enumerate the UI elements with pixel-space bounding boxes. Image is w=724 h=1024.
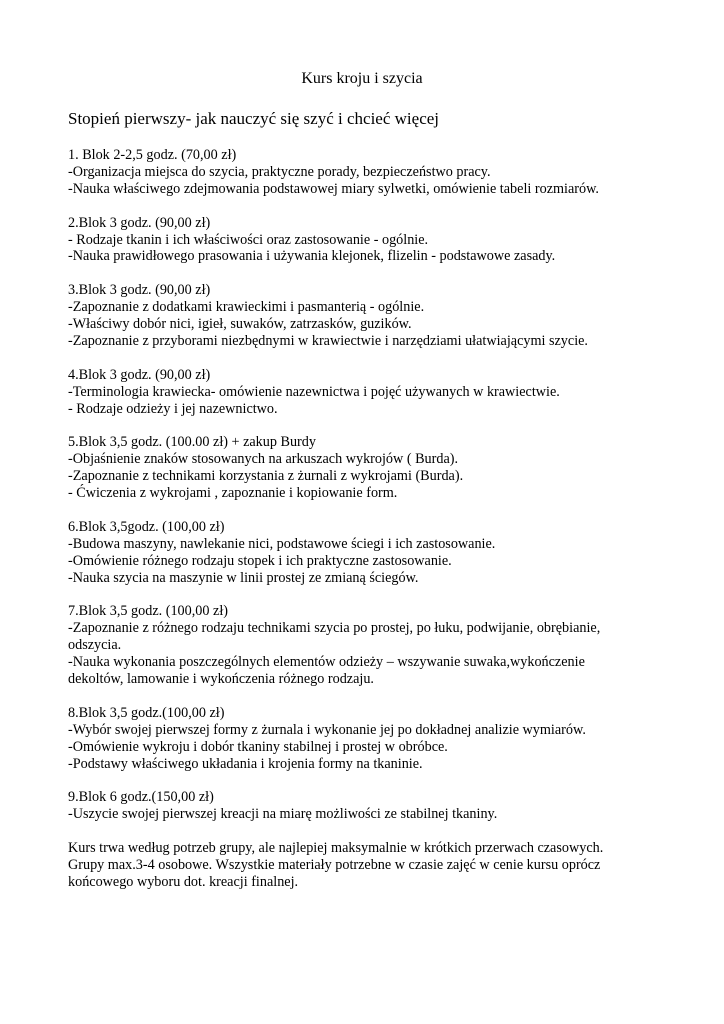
block-line: -Wybór swojej pierwszej formy z żurnala i wykonanie jej po dokładnej analizie wymiarów. (68, 721, 586, 738)
block-line: -Nauka wykonania poszczególnych elementów odzieży – wszywanie suwaka,wykończenie (68, 654, 585, 671)
block-line: -Podstawy właściwego układania i krojenia formy na tkaninie. (68, 755, 423, 772)
block-line: - Rodzaje odzieży i jej nazewnictwo. (68, 400, 278, 417)
block-line: -Omówienie wykroju i dobór tkaniny stabilnej i prostej w obróbce. (68, 738, 448, 755)
block-heading: 5.Blok 3,5 godz. (100.00 zł) + zakup Burdy (68, 434, 316, 451)
block-line: -Zapoznanie z technikami korzystania z żurnali z wykrojami (Burda). (68, 468, 464, 485)
block-heading: 2.Blok 3 godz. (90,00 zł) (68, 214, 211, 231)
block-heading: 6.Blok 3,5godz. (100,00 zł) (68, 518, 225, 535)
block-heading: 9.Blok 6 godz.(150,00 zł) (68, 789, 214, 806)
footer-line: Kurs trwa według potrzeb grupy, ale najlepiej maksymalnie w krótkich przerwach czasowych. (68, 840, 604, 857)
document-subtitle: Stopień pierwszy- jak nauczyć się szyć i chcieć więcej (68, 109, 440, 128)
block-line: -Nauka prawidłowego prasowania i używania klejonek, flizelin - podstawowe zasady. (68, 248, 556, 265)
block-heading: 3.Blok 3 godz. (90,00 zł) (68, 282, 211, 299)
block-line: -Zapoznanie z różnego rodzaju technikami szycia po prostej, po łuku, podwijanie, obrębianie, (68, 620, 601, 637)
block-line: -Terminologia krawiecka- omówienie nazewnictwa i pojęć używanych w krawiectwie. (68, 383, 560, 400)
course-block-4 (68, 367, 638, 418)
block-line: -Nauka właściwego zdejmowania podstawowej miary sylwetki, omówienie tabeli rozmiarów. (68, 180, 599, 197)
block-line: odszycia. (68, 637, 122, 654)
footer-line: Grupy max.3-4 osobowe. Wszystkie materiały potrzebne w czasie zajęć w cenie kursu oprócz (68, 856, 601, 873)
block-line: -Nauka szycia na maszynie w linii prostej ze zmianą ściegów. (68, 569, 419, 586)
block-line: -Objaśnienie znaków stosowanych na arkuszach wykrojów ( Burda). (68, 451, 459, 468)
course-block-8 (68, 705, 638, 773)
block-line: dekoltów, lamowanie i wykończenia różnego rodzaju. (68, 671, 374, 687)
block-heading: 7.Blok 3,5 godz. (100,00 zł) (68, 603, 228, 620)
block-heading: 4.Blok 3 godz. (90,00 zł) (68, 366, 211, 383)
block-line: - Rodzaje tkanin i ich właściwości oraz zastosowanie - ogólnie. (68, 231, 429, 248)
block-heading: 8.Blok 3,5 godz.(100,00 zł) (68, 704, 225, 721)
block-line: -Budowa maszyny, nawlekanie nici, podstawowe ściegi i ich zastosowanie. (68, 535, 496, 552)
course-block-9 (68, 789, 638, 823)
block-line: -Właściwy dobór nici, igieł, suwaków, zatrzasków, guzików. (68, 316, 412, 333)
course-block-6 (68, 519, 638, 587)
block-line: -Omówienie różnego rodzaju stopek i ich praktyczne zastosowanie. (68, 552, 452, 569)
course-footer-note (68, 840, 638, 891)
footer-line: końcowego wyboru dot. kreacji finalnej. (68, 873, 299, 890)
course-block-7 (68, 603, 638, 688)
course-content (68, 147, 638, 891)
block-line: -Uszycie swojej pierwszej kreacji na miarę możliwości ze stabilnej tkaniny. (68, 806, 498, 823)
block-line: -Zapoznanie z przyborami niezbędnymi w krawiectwie i narzędziami ułatwiającymi szycie. (68, 332, 588, 349)
block-line: - Ćwiczenia z wykrojami , zapoznanie i kopiowanie form. (68, 485, 398, 502)
block-heading: 1. Blok 2-2,5 godz. (70,00 zł) (68, 147, 237, 163)
course-block-5 (68, 434, 638, 502)
block-line: -Organizacja miejsca do szycia, praktyczne porady, bezpieczeństwo pracy. (68, 163, 491, 180)
course-block-1 (68, 147, 638, 198)
block-line: -Zapoznanie z dodatkami krawieckimi i pasmanterią - ogólnie. (68, 299, 425, 316)
document-title: Kurs kroju i szycia (301, 70, 423, 87)
course-block-3 (68, 282, 638, 350)
course-block-2 (68, 215, 638, 266)
